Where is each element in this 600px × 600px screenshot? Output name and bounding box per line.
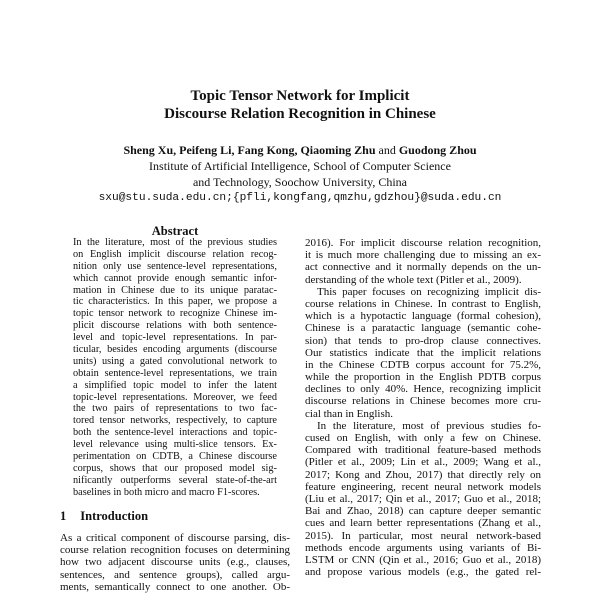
- body-line: Our statistics indicate that the implicit relations: [305, 346, 541, 359]
- body-line: derstanding of the whole text (Pitler et al., 2009).: [305, 273, 522, 286]
- intro-line: ments, semantically connect to one another. Ob-: [60, 580, 290, 593]
- body-line: cues and learn better representations (Zhang et al.,: [305, 517, 541, 530]
- paper-title-line-2: Discourse Relation Recognition in Chinese: [164, 106, 436, 122]
- author-and: and: [375, 143, 399, 157]
- abstract-body: [73, 237, 277, 499]
- abstract-line: nition only use sentence-level representations,: [73, 260, 277, 272]
- body-line: Bai and Zhao, 2018) can capture deeper semantic: [305, 505, 541, 518]
- abstract-line: the two pairs of representations to two fac-: [73, 403, 277, 415]
- abstract-line: on English implicit discourse relation recog-: [73, 248, 277, 260]
- section-title: Introduction: [80, 509, 149, 523]
- body-line: and propose various models (e.g., the gated rel-: [305, 566, 541, 579]
- body-line: Chinese is a paratactic language (semantic cohe-: [305, 322, 541, 335]
- body-line: cial than in English.: [305, 407, 393, 420]
- right-column: [305, 237, 541, 578]
- abstract-line: nificantly outperforms several state-of-the-art: [73, 474, 277, 486]
- abstract-heading-text: Abstract: [151, 224, 199, 238]
- paper-title-line-1: Topic Tensor Network for Implicit: [190, 88, 410, 104]
- body-line: feature engineering, recent neural network models: [305, 480, 541, 493]
- body-line: LSTM or CNN (Qin et al., 2016; Guo et al., 2018): [305, 553, 541, 566]
- abstract-line: topic-level representations. Moreover, we feed: [73, 391, 277, 403]
- abstract-line: mation in Chinese due to its unique paratac-: [73, 284, 277, 296]
- body-line: 2016). For implicit discourse relation recognition,: [305, 237, 541, 249]
- intro-line: sentences, and sentence groups), called argu-: [60, 568, 290, 581]
- abstract-line: topic tensor network to recognize Chinese im-: [73, 308, 277, 320]
- abstract-line: baselines in both micro and macro F1-scores.: [73, 486, 260, 498]
- author-last: Guodong Zhou: [398, 143, 477, 157]
- intro-body: [60, 532, 290, 593]
- abstract-line: both the sentence-level interactions and topic-: [73, 427, 277, 439]
- body-line: (Liu et al., 2017; Qin et al., 2017; Guo et al., 2018;: [305, 492, 541, 505]
- intro-line: course relation recognition focuses on determining: [60, 544, 290, 557]
- abstract-line: tic characteristics. In this paper, we propose a: [73, 296, 277, 308]
- body-line: methods encode arguments using variants of Bi-: [305, 541, 541, 554]
- abstract-line: perimentation on CDTB, a Chinese discourse: [73, 451, 277, 463]
- abstract-line: a simplified topic model to infer the latent: [73, 379, 277, 391]
- author-list: [0, 143, 600, 158]
- abstract-line: tored tensor networks, respectively, to capture: [73, 415, 277, 427]
- abstract-line: corpus, shows that our proposed model sig-: [73, 462, 277, 474]
- body-line: discourse relations in Chinese becomes more cru-: [305, 395, 541, 408]
- body-line: while the proportion in the English PDTB corpus: [305, 371, 541, 384]
- intro-line: As a critical component of discourse parsing, dis-: [60, 532, 290, 544]
- author-names: Sheng Xu, Peifeng Li, Fang Kong, Qiaoming Zhu: [123, 143, 376, 157]
- body-line: act connective and it normally depends on the un-: [305, 261, 541, 274]
- body-line: cused on English, with only a few on Chinese.: [305, 432, 541, 444]
- abstract-line: obtain sentence-level representations, we train: [73, 367, 277, 379]
- body-line: sion) that tends to pro-drop clause connectives.: [305, 334, 541, 347]
- abstract-line: plicit discourse relations with both sentence-: [73, 320, 277, 332]
- body-line: Compared with traditional feature-based methods: [305, 444, 541, 457]
- abstract-line: In the literature, most of the previous studies: [73, 237, 277, 248]
- body-line: This paper focuses on recognizing implicit dis-: [317, 285, 541, 298]
- author-email: sxu@stu.suda.edu.cn;{pfli,kongfang,qmzhu,gdzhou}@suda.edu.cn: [98, 192, 502, 204]
- intro-line: how two adjacent discourse units (e.g., clauses,: [60, 556, 290, 569]
- abstract-line: ticular, besides encoding arguments (discourse: [73, 344, 277, 356]
- body-line: which is a hypotactic language (formal cohesion),: [305, 310, 541, 323]
- affiliation-line-2: and Technology, Soochow University, China: [192, 175, 408, 189]
- body-line: course relations in Chinese. In contrast to English,: [305, 297, 541, 310]
- section-number: 1: [60, 509, 67, 523]
- abstract-line: level relevance using multi-slice tensors. Ex-: [73, 439, 277, 451]
- body-line: 2017; Kong and Zhou, 2017) that directly rely on: [305, 468, 541, 481]
- abstract-line: which cannot provide enough semantic infor-: [73, 272, 277, 284]
- body-line: (Pitler et al., 2009; Lin et al., 2009; Wang et al.,: [305, 456, 541, 469]
- affiliation-line-1: Institute of Artificial Intelligence, School of Computer Science: [149, 159, 451, 173]
- body-line: in the Chinese CDTB corpus account for 75.2%,: [305, 358, 541, 371]
- body-line: it is much more challenging due to missing an ex-: [305, 249, 541, 262]
- intro-heading: [60, 509, 290, 524]
- abstract-line: units) using a gated convolutional network to: [73, 355, 277, 367]
- body-line: declines to only 40%. Hence, recognizing implicit: [305, 383, 541, 396]
- body-line: 2015). In particular, most neural network-based: [305, 529, 541, 542]
- body-line: In the literature, most of previous studies fo-: [317, 419, 541, 432]
- abstract-line: level and topic-level representations. In par-: [73, 332, 277, 344]
